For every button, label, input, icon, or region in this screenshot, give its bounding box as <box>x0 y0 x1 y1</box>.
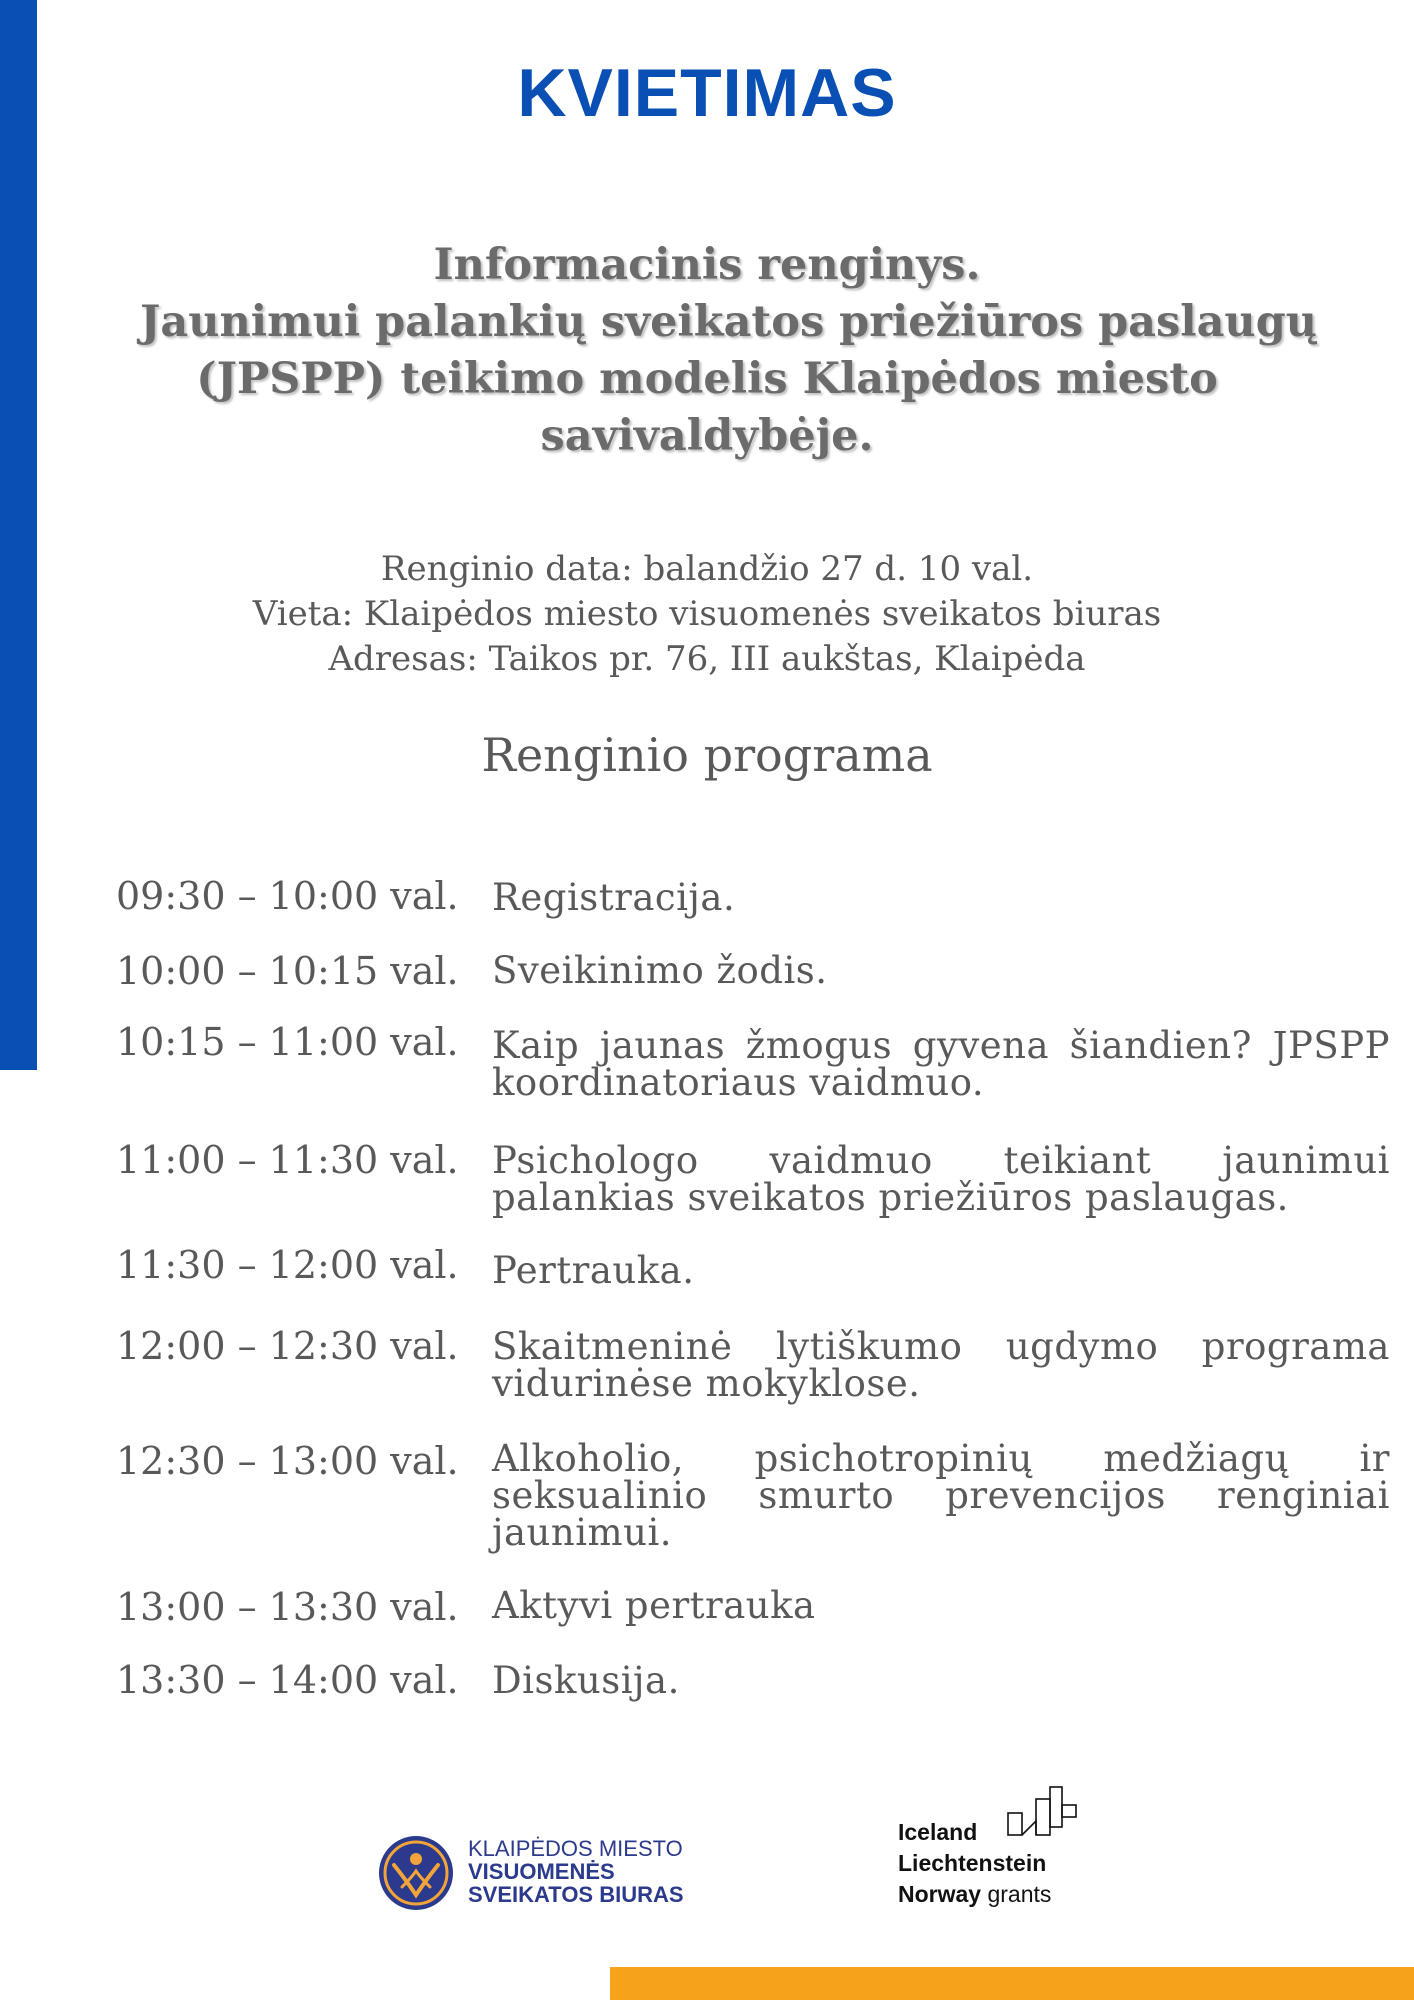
subtitle-line: (JPSPP) teikimo modelis Klaipėdos miesto <box>196 354 1218 404</box>
subtitle-line: savivaldybėje. <box>540 411 874 461</box>
left-accent-bar <box>0 0 37 1070</box>
program-desc: Kaip jaunas žmogus gyvena šiandien? JPSPP koordinatoriaus vaidmuo. <box>492 1024 1390 1104</box>
event-info <box>0 547 1414 682</box>
kmvsb-line: VISUOMENĖS <box>468 1859 615 1884</box>
program-time: 12:30 – 13:00 val. <box>116 1439 459 1483</box>
eea-line: Iceland <box>898 1819 978 1845</box>
program-time: 11:30 – 12:00 val. <box>116 1243 459 1287</box>
eea-logo-text <box>898 1817 1051 1910</box>
program-desc: Skaitmeninė lytiškumo ugdymo programa vidurinėse mokyklose. <box>492 1325 1390 1405</box>
program-time: 13:00 – 13:30 val. <box>116 1585 459 1629</box>
program-desc: Pertrauka. <box>492 1249 695 1292</box>
program-desc: Diskusija. <box>492 1659 680 1702</box>
kmvsb-emblem-icon <box>378 1835 454 1911</box>
program-time: 12:00 – 12:30 val. <box>116 1324 459 1368</box>
kmvsb-logo <box>378 1835 718 1915</box>
kmvsb-line: KLAIPĖDOS MIESTO <box>468 1836 683 1861</box>
eea-grants: grants <box>987 1881 1052 1907</box>
kmvsb-logo-text <box>468 1837 684 1906</box>
program-desc: Sveikinimo žodis. <box>492 949 828 992</box>
program-time: 10:15 – 11:00 val. <box>116 1020 459 1064</box>
event-date: Renginio data: balandžio 27 d. 10 val. <box>380 549 1034 589</box>
bottom-accent-bar <box>610 1967 1414 2000</box>
page-title: KVIETIMAS <box>517 55 897 131</box>
program-time: 13:30 – 14:00 val. <box>116 1658 459 1702</box>
program-desc: Aktyvi pertrauka <box>492 1584 816 1627</box>
eea-norway: Norway <box>898 1881 982 1907</box>
program-desc: Psichologo vaidmuo teikiant jaunimui palankias sveikatos priežiūros paslaugas. <box>492 1139 1390 1219</box>
eea-grants-logo <box>898 1785 1098 1915</box>
event-subtitle <box>140 237 1318 465</box>
kmvsb-line: SVEIKATOS BIURAS <box>468 1882 684 1907</box>
subtitle-line: Informacinis renginys. <box>433 240 981 290</box>
event-venue: Vieta: Klaipėdos miesto visuomenės sveikatos biuras <box>252 594 1162 634</box>
subtitle-line: Jaunimui palankių sveikatos priežiūros paslaugų <box>140 297 1318 347</box>
program-time: 11:00 – 11:30 val. <box>116 1138 459 1182</box>
eea-line <box>898 1879 1051 1910</box>
event-address: Adresas: Taikos pr. 76, III aukštas, Klaipėda <box>328 639 1086 679</box>
program-time: 09:30 – 10:00 val. <box>116 874 459 918</box>
program-desc: Alkoholio, psichotropinių medžiagų ir seksualinio smurto prevencijos renginiai jaunimui. <box>492 1437 1390 1554</box>
eea-line: Liechtenstein <box>898 1850 1047 1876</box>
program-heading: Renginio programa <box>481 728 933 782</box>
program-time: 10:00 – 10:15 val. <box>116 949 459 993</box>
program-desc: Registracija. <box>492 876 736 919</box>
